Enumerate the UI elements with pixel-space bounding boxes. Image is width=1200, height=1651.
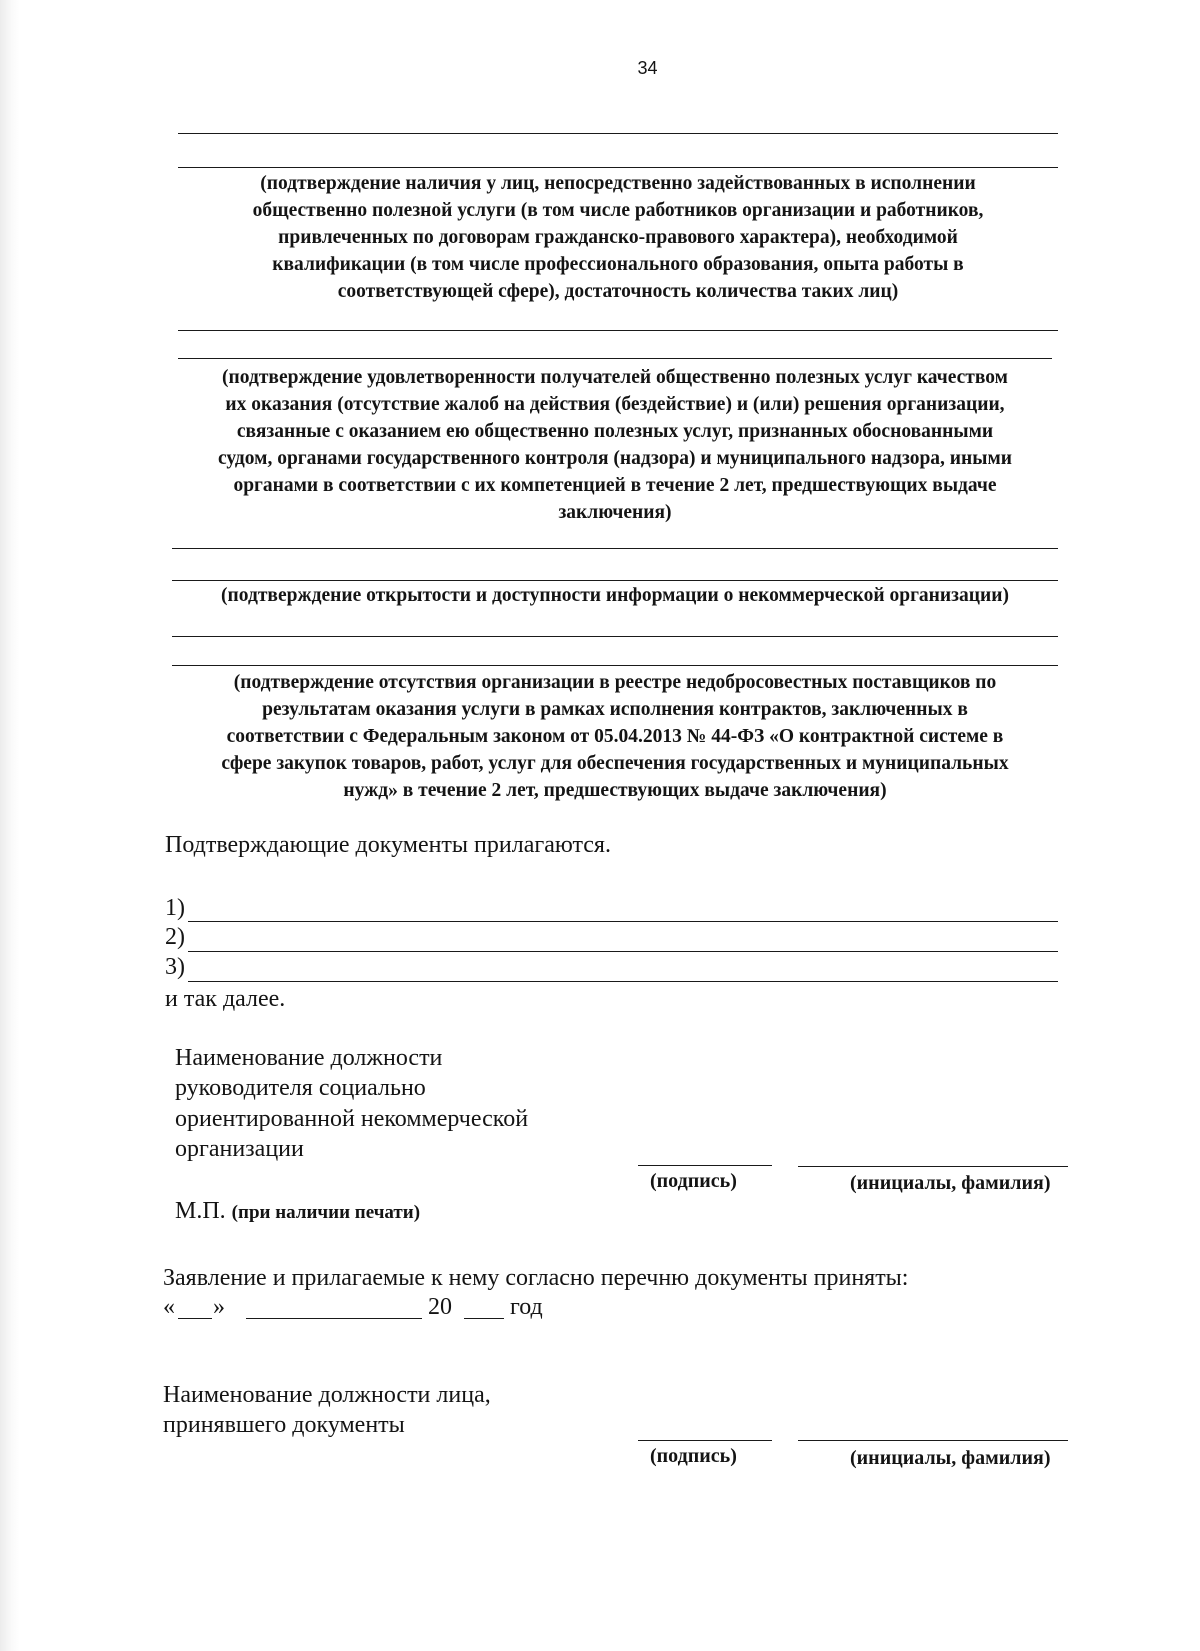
caption-line: (подтверждение удовлетворенности получателей общественно полезных услуг качеством bbox=[222, 367, 1008, 388]
head-position-line: организации bbox=[175, 1136, 304, 1162]
caption-line: их оказания (отсутствие жалоб на действия (бездействие) и (или) решения организации, bbox=[225, 394, 1005, 415]
blank-line bbox=[172, 548, 1058, 549]
caption-line: результатам оказания услуги в рамках исполнения контрактов, заключенных в bbox=[262, 699, 968, 720]
caption-line: органами в соответствии с их компетенцией в течение 2 лет, предшествующих выдаче bbox=[233, 475, 997, 496]
date-day-field[interactable] bbox=[178, 1318, 212, 1319]
caption-satisfaction bbox=[168, 364, 1062, 526]
caption-line: судом, органами государственного контроля (надзора) и муниципального надзора, иными bbox=[218, 448, 1012, 469]
date-close-quote: » bbox=[213, 1294, 225, 1320]
attachment-field[interactable] bbox=[188, 921, 1058, 922]
year-prefix: 20 bbox=[428, 1294, 452, 1320]
caption-line: соответствии с Федеральным законом от 05.04.2013 № 44-ФЗ «О контрактной системе в bbox=[226, 726, 1004, 747]
scan-edge bbox=[0, 0, 20, 1651]
attachment-field[interactable] bbox=[188, 951, 1058, 952]
stamp-label: М.П. bbox=[175, 1198, 226, 1224]
blank-line bbox=[178, 330, 1058, 331]
blank-line bbox=[178, 133, 1058, 134]
attachment-field[interactable] bbox=[188, 981, 1058, 982]
year-suffix: год bbox=[510, 1294, 543, 1320]
head-signature-label: (подпись) bbox=[650, 1170, 737, 1192]
caption-line: сфере закупок товаров, работ, услуг для обеспечения государственных и муниципальных bbox=[221, 753, 1009, 774]
stamp-note: (при наличии печати) bbox=[231, 1202, 421, 1223]
head-position-line: ориентированной некоммерческой bbox=[175, 1106, 529, 1132]
head-position-line: руководителя социально bbox=[175, 1075, 426, 1101]
caption-line: (подтверждение открытости и доступности информации о некоммерческой организации) bbox=[221, 585, 1009, 606]
blank-line bbox=[178, 167, 1058, 168]
caption-line: соответствующей сфере), достаточность количества таких лиц) bbox=[337, 281, 899, 302]
caption-line: заключения) bbox=[558, 502, 672, 523]
attachments-etc: и так далее. bbox=[165, 986, 286, 1012]
caption-line: общественно полезной услуги (в том числе работников организации и работников, bbox=[252, 200, 984, 221]
caption-line: нужд» в течение 2 лет, предшествующих выдаче заключения) bbox=[343, 780, 887, 801]
caption-staff bbox=[178, 170, 1058, 305]
head-name-label: (инициалы, фамилия) bbox=[850, 1172, 1051, 1194]
caption-line: квалификации (в том числе профессионального образования, опыта работы в bbox=[272, 254, 964, 275]
receiver-position-line: принявшего документы bbox=[163, 1412, 405, 1438]
blank-line bbox=[172, 665, 1058, 666]
head-signature-field[interactable] bbox=[638, 1165, 772, 1166]
caption-line: привлеченных по договорам гражданско-правового характера), необходимой bbox=[278, 227, 958, 248]
page-number: 34 bbox=[637, 58, 658, 78]
acceptance-statement: Заявление и прилагаемые к нему согласно перечню документы приняты: bbox=[163, 1265, 909, 1291]
attachment-number: 3) bbox=[165, 954, 185, 980]
date-month-field[interactable] bbox=[246, 1318, 422, 1319]
receiver-signature-label: (подпись) bbox=[650, 1445, 737, 1467]
blank-line bbox=[172, 636, 1058, 637]
attachment-number: 2) bbox=[165, 924, 185, 950]
attachment-number: 1) bbox=[165, 895, 185, 921]
caption-registry bbox=[168, 669, 1062, 804]
caption-openness bbox=[172, 582, 1058, 609]
caption-line: (подтверждение наличия у лиц, непосредственно задействованных в исполнении bbox=[260, 173, 976, 194]
attachments-intro: Подтверждающие документы прилагаются. bbox=[165, 832, 611, 858]
blank-line bbox=[172, 580, 1058, 581]
blank-line bbox=[178, 358, 1052, 359]
receiver-name-field[interactable] bbox=[798, 1440, 1068, 1441]
caption-line: связанные с оказанием ею общественно полезных услуг, признанных обоснованными bbox=[236, 421, 994, 442]
head-name-field[interactable] bbox=[798, 1166, 1068, 1167]
stamp-line bbox=[175, 1196, 420, 1228]
caption-line: (подтверждение отсутствия организации в реестре недобросовестных поставщиков по bbox=[233, 672, 997, 693]
receiver-position-line: Наименование должности лица, bbox=[163, 1382, 491, 1408]
date-open-quote: « bbox=[163, 1294, 175, 1320]
receiver-name-label: (инициалы, фамилия) bbox=[850, 1447, 1051, 1469]
year-field[interactable] bbox=[464, 1318, 504, 1319]
head-position-line: Наименование должности bbox=[175, 1045, 443, 1071]
receiver-signature-field[interactable] bbox=[638, 1440, 772, 1441]
